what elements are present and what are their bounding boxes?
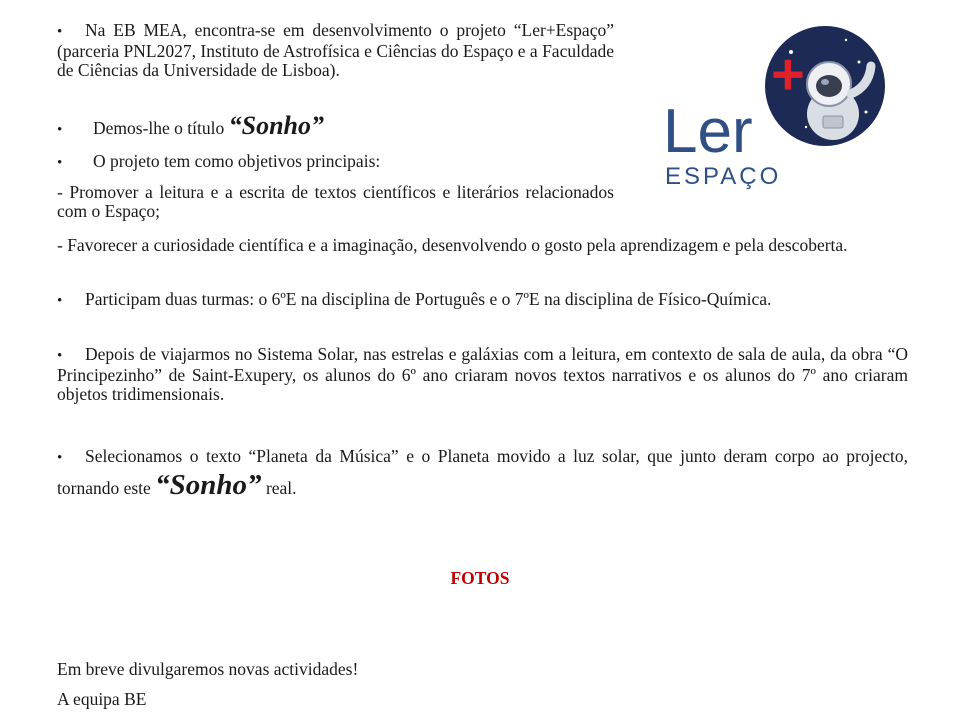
logo-plus: + (771, 42, 805, 107)
bullet-icon: • (57, 348, 63, 364)
paragraph-activities: • Depois de viajarmos no Sistema Solar, nas estrelas e galáxias com a leitura, em contexto de sala de aula, da obra “O Principezinho” de Saint-Exupery, os alunos do 6º ano criaram novos textos narrativos e os alunos do 7º ano criaram objetos tridimensionais. (57, 344, 908, 404)
paragraph-title: • Demos-lhe o título “Sonho” (57, 111, 324, 140)
ler-espaco-logo (661, 12, 889, 190)
project-title-inline: “Sonho” (155, 469, 262, 501)
logo-word: Ler (663, 97, 753, 166)
logo-graphic (661, 12, 889, 190)
bullet-icon: • (57, 24, 63, 40)
bullet-icon: • (57, 155, 63, 171)
photos-heading: FOTOS (450, 568, 510, 588)
logo-subtitle: ESPAÇO (665, 163, 782, 190)
bullet-icon: • (57, 293, 63, 309)
project-title: “Sonho” (228, 111, 324, 140)
paragraph-selection: • Selecionamos o texto “Planeta da Música” e o Planeta movido a luz solar, que junto deram corpo ao projecto, tornando este “Sonho” real. (57, 446, 908, 501)
paragraph-project: • Na EB MEA, encontra-se em desenvolvimento o projeto “Ler+Espaço” (parceria PNL2027, Instituto de Astrofísica e Ciências do Espaço e a Faculdade de Ciências da Universidade de Lisboa). (57, 20, 614, 80)
signature: A equipa BE (57, 689, 147, 709)
paragraph-classes: • Participam duas turmas: o 6ºE na disciplina de Português e o 7ºE na disciplina de Físico-Química. (57, 289, 772, 309)
objective-1: - Promover a leitura e a escrita de textos científicos e literários relacionados com o Espaço; (57, 182, 614, 221)
bullet-icon: • (57, 122, 63, 138)
objective-2: - Favorecer a curiosidade científica e a imaginação, desenvolvendo o gosto pela aprendizagem e pela descoberta. (57, 235, 848, 255)
bullet-icon: • (57, 450, 63, 466)
paragraph-objectives-intro: • O projeto tem como objetivos principais: (57, 151, 381, 171)
closing-note: Em breve divulgaremos novas actividades! (57, 659, 359, 679)
